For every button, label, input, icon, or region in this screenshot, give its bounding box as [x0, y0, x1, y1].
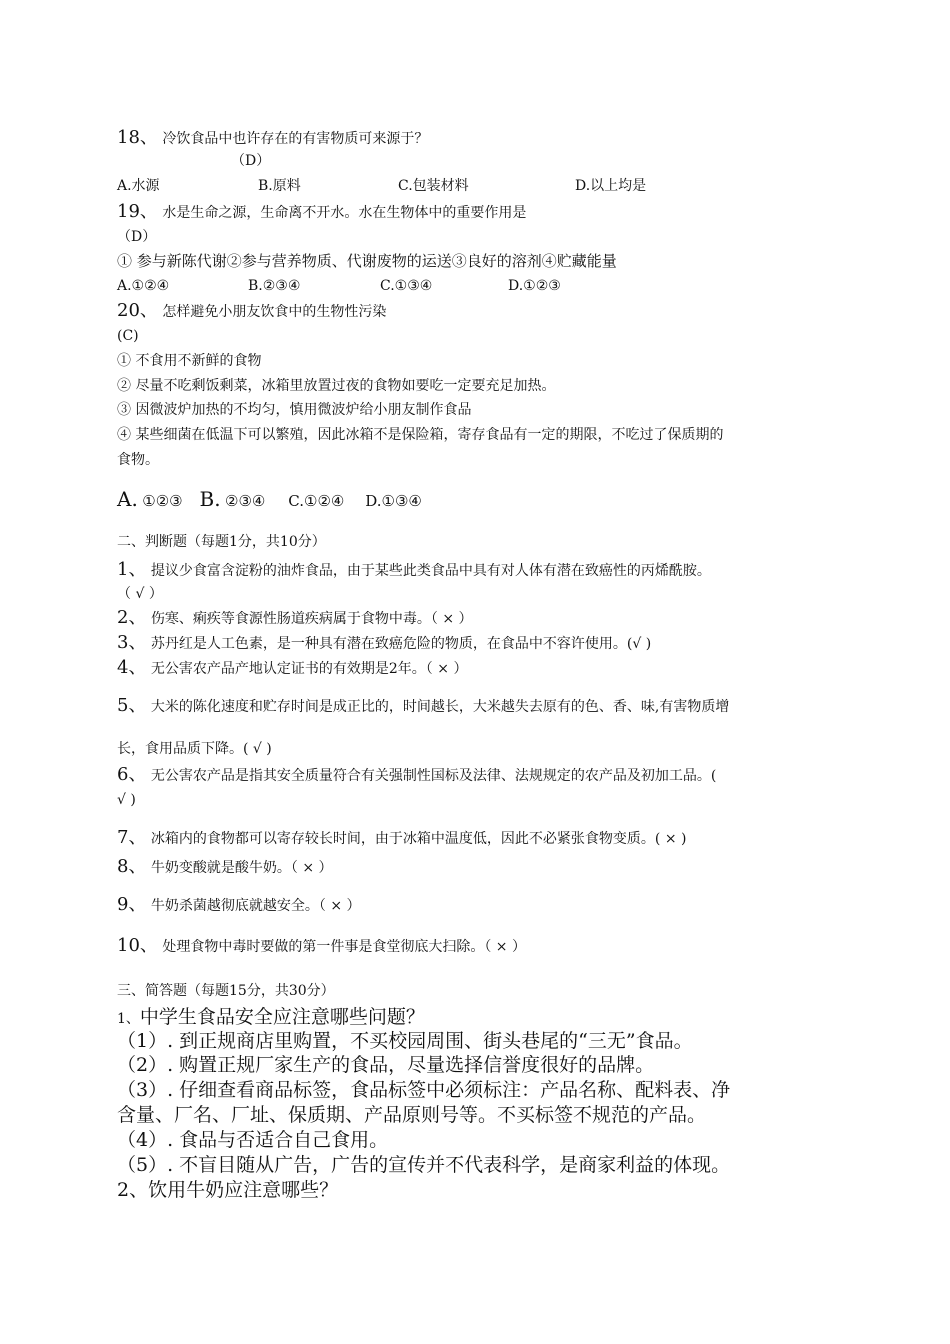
question-19 — [117, 203, 526, 222]
essay-1-line-6: （5）. 不盲目随从广告，广告的宣传并不代表科学，是商家利益的体现。 — [117, 1154, 731, 1176]
question-19-answer: （D） — [117, 229, 157, 245]
q19-option-a: A.①②④ — [117, 278, 170, 294]
essay-1 — [117, 1005, 425, 1031]
q19-option-d: D.①②③ — [508, 278, 561, 294]
essay-2: 2、饮用牛奶应注意哪些？ — [117, 1179, 339, 1201]
judge-4 — [117, 659, 467, 678]
essay-1-line-5: （4）. 食品与否适合自己食用。 — [117, 1129, 389, 1151]
judge-number: 4、 — [117, 657, 147, 678]
judge-6-cont: √ ) — [117, 792, 136, 808]
judge-10 — [117, 937, 526, 956]
section-2-title: 二、判断题（每题1分，共10分） — [117, 534, 326, 550]
judge-number: 2、 — [117, 607, 147, 628]
q20-item-1: ① 不食用不新鲜的食物 — [117, 353, 262, 369]
essay-1-line-4: 含量、厂名、厂址、保质期、产品原则号等。不买标签不规范的产品。 — [117, 1104, 707, 1126]
judge-1 — [117, 561, 711, 580]
judge-1-cont: （ √ ） — [117, 586, 163, 602]
judge-number: 3、 — [117, 632, 147, 653]
judge-5-cont: 长，食用品质下降。( √ ) — [117, 741, 272, 757]
q20-option-b-value: ②③④ — [225, 492, 266, 510]
essay-question: 中学生食品安全应注意哪些问题？ — [139, 1006, 425, 1028]
essay-number: 1、 — [117, 1011, 140, 1027]
judge-5 — [117, 697, 729, 716]
judge-text: 无公害农产品产地认定证书的有效期是2年。（ × ） — [150, 661, 468, 677]
judge-text: 大米的陈化速度和贮存时间是成正比的，时间越长，大米越失去原有的色、香、味,有害物质增 — [150, 699, 730, 715]
q20-item-4: ④ 某些细菌在低温下可以繁殖，因此冰箱不是保险箱，寄存食品有一定的期限，不吃过了保质期的 — [117, 427, 724, 443]
judge-text: 伤寒、痢疾等食源性肠道疾病属于食物中毒。（ × ） — [150, 611, 473, 627]
judge-text: 处理食物中毒时要做的第一件事是食堂彻底大扫除。（ × ） — [162, 939, 526, 955]
judge-text: 牛奶变酸就是酸牛奶。（ × ） — [150, 860, 333, 876]
question-text: 怎样避免小朋友饮食中的生物性污染 — [162, 304, 387, 320]
q19-option-c: C.①③④ — [380, 278, 433, 294]
q20-option-a-letter: A. — [117, 487, 138, 511]
judge-7 — [117, 829, 686, 848]
q18-option-b: B.原料 — [258, 178, 301, 194]
judge-2 — [117, 609, 473, 628]
judge-text: 牛奶杀菌越彻底就越安全。（ × ） — [150, 898, 361, 914]
judge-number: 10、 — [117, 935, 158, 956]
question-text: 水是生命之源，生命离不开水。水在生物体中的重要作用是 — [162, 205, 527, 221]
judge-text: 提议少食富含淀粉的油炸食品，由于某些此类食品中具有对人体有潜在致癌性的丙烯酰胺。 — [150, 563, 711, 579]
essay-1-line-2: （2）. 购置正规厂家生产的食品，尽量选择信誉度很好的品牌。 — [117, 1054, 655, 1076]
essay-1-line-3: （3）. 仔细查看商品标签，食品标签中必须标注：产品名称、配料表、净 — [117, 1079, 731, 1101]
judge-number: 7、 — [117, 827, 147, 848]
essay-1-line-1: （1）. 到正规商店里购置，不买校园周围、街头巷尾的“三无”食品。 — [117, 1030, 693, 1052]
q20-options — [117, 486, 422, 515]
q20-option-c: C.①②④ — [288, 492, 345, 510]
q18-option-d: D.以上均是 — [575, 178, 647, 194]
q18-option-a: A.水源 — [117, 178, 160, 194]
judge-8 — [117, 858, 333, 877]
q20-item-3: ③ 因微波炉加热的不均匀，慎用微波炉给小朋友制作食品 — [117, 402, 472, 418]
judge-3 — [117, 634, 651, 653]
q19-option-b: B.②③④ — [248, 278, 301, 294]
q20-option-a-value: ①②③ — [142, 492, 183, 510]
question-number: 18、 — [117, 127, 158, 148]
question-18-answer: （D） — [231, 153, 271, 169]
judge-number: 5、 — [117, 695, 147, 716]
q20-item-2: ② 尽量不吃剩饭剩菜，冰箱里放置过夜的食物如要吃一定要充足加热。 — [117, 378, 556, 394]
judge-number: 6、 — [117, 764, 147, 785]
judge-text: 冰箱内的食物都可以寄存较长时间，由于冰箱中温度低，因此不必紧张食物变质。( × ) — [150, 831, 687, 847]
question-18 — [117, 129, 428, 148]
judge-number: 1、 — [117, 559, 147, 580]
q18-option-c: C.包装材料 — [398, 178, 469, 194]
q20-item-4-cont: 食物。 — [117, 452, 159, 468]
question-19-items: ① 参与新陈代谢②参与营养物质、代谢废物的运送③良好的溶剂④贮藏能量 — [117, 252, 617, 270]
section-3-title: 三、简答题（每题15分，共30分） — [117, 983, 335, 999]
judge-text: 无公害农产品是指其安全质量符合有关强制性国标及法律、法规规定的农产品及初加工品。( — [150, 768, 717, 784]
question-20 — [117, 302, 386, 321]
judge-text: 苏丹红是人工色素，是一种具有潜在致癌危险的物质，在食品中不容许使用。(√ ) — [150, 636, 652, 652]
question-number: 19、 — [117, 201, 158, 222]
question-number: 20、 — [117, 300, 158, 321]
question-20-answer: (C) — [117, 328, 139, 344]
judge-number: 9、 — [117, 894, 147, 915]
judge-number: 8、 — [117, 856, 147, 877]
question-text: 冷饮食品中也许存在的有害物质可来源于？ — [162, 131, 429, 147]
judge-6 — [117, 766, 716, 785]
judge-9 — [117, 896, 361, 915]
q20-option-d: D.①③④ — [365, 492, 422, 510]
q20-option-b-letter: B. — [199, 487, 221, 511]
